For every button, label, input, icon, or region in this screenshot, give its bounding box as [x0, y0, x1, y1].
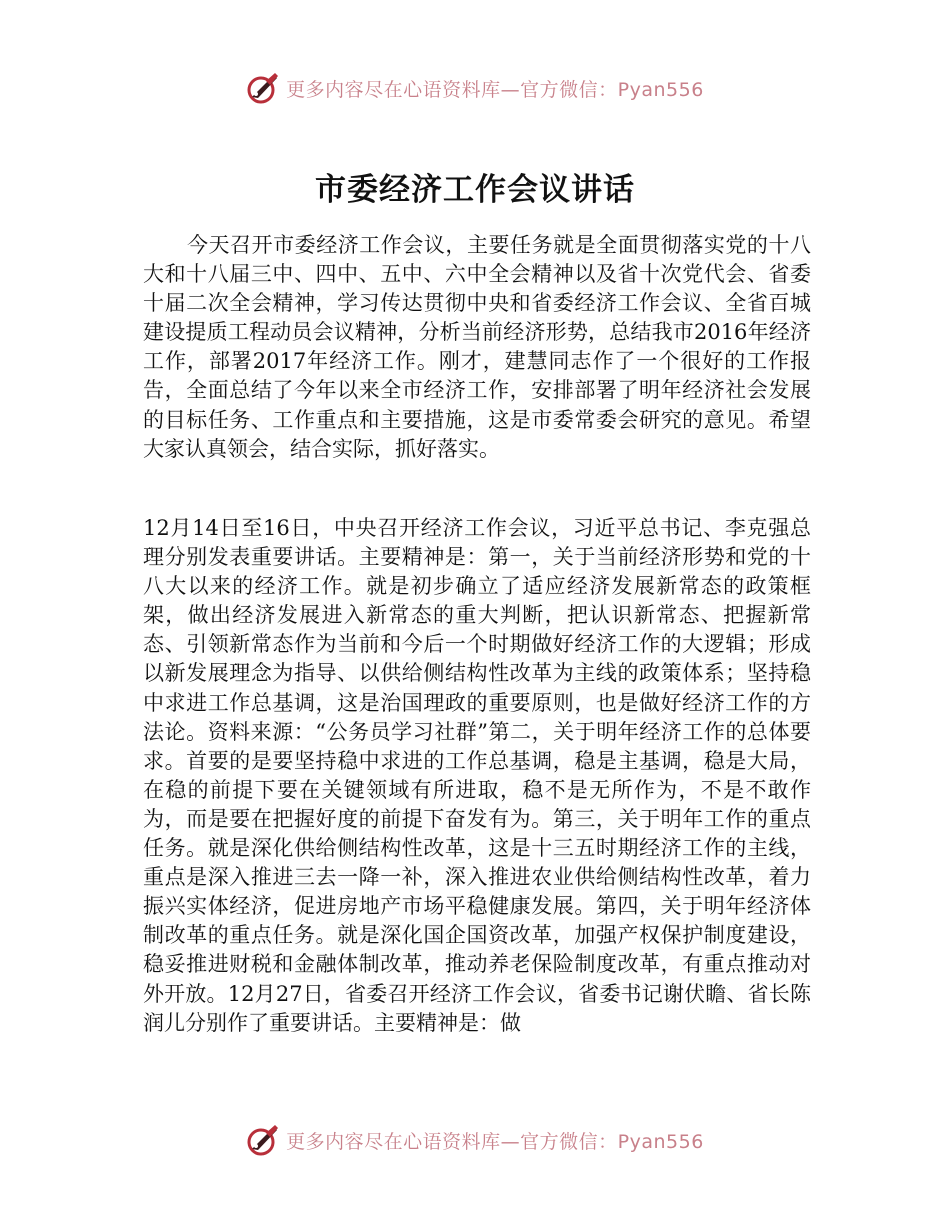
- header-banner: [0, 68, 950, 108]
- quill-logo-icon: [246, 1123, 280, 1157]
- footer-banner-text: 更多内容尽在心语资料库—官方微信：Pyan556: [286, 1130, 704, 1153]
- quill-logo-icon: [246, 71, 280, 105]
- paragraph-1: 今天召开市委经济工作会议，主要任务就是全面贯彻落实党的十八大和十八届三中、四中、五中、六中全会精神以及省十次党代会、省委十届二次全会精神，学习传达贯彻中央和省委经济工作会议、全省百城建设提质工程动员会议精神，分析当前经济形势，总结我市2016年经济工作，部署2017年经济工作。刚才，建慧同志作了一个很好的工作报告，全面总结了今年以来全市经济工作，安排部署了明年经济社会发展的目标任务、工作重点和主要措施，这是市委常委会研究的意见。希望大家认真领会，结合实际，抓好落实。: [143, 233, 811, 461]
- document-title: 市委经济工作会议讲话: [315, 172, 635, 208]
- paragraph-2: 12月14日至16日，中央召开经济工作会议，习近平总书记、李克强总理分别发表重要讲话。主要精神是：第一，关于当前经济形势和党的十八大以来的经济工作。就是初步确立了适应经济发展新常态的政策框架，做出经济发展进入新常态的重大判断，把认识新常态、把握新常态、引领新常态作为当前和今后一个时期做好经济工作的大逻辑；形成以新发展理念为指导、以供给侧结构性改革为主线的政策体系；坚持稳中求进工作总基调，这是治国理政的重要原则，也是做好经济工作的方法论。资料来源：“公务员学习社群”第二，关于明年经济工作的总体要求。首要的是要坚持稳中求进的工作总基调，稳是主基调，稳是大局，在稳的前提下要在关键领域有所进取，稳不是无所作为，不是不敢作为，而是要在把握好度的前提下奋发有为。第三，关于明年工作的重点任务。就是深化供给侧结构性改革，这是十三五时期经济工作的主线，重点是深入推进三去一降一补，深入推进农业供给侧结构性改革，着力振兴实体经济，促进房地产市场平稳健康发展。第四，关于明年经济体制改革的重点任务。就是深化国企国资改革，加强产权保护制度建设，稳妥推进财税和金融体制改革，推动养老保险制度改革，有重点推动对外开放。12月27日，省委召开经济工作会议，省委书记谢伏瞻、省长陈润儿分别作了重要讲话。主要精神是：做: [143, 516, 811, 1035]
- footer-banner: [0, 1120, 950, 1160]
- header-banner-text: 更多内容尽在心语资料库—官方微信：Pyan556: [286, 78, 704, 101]
